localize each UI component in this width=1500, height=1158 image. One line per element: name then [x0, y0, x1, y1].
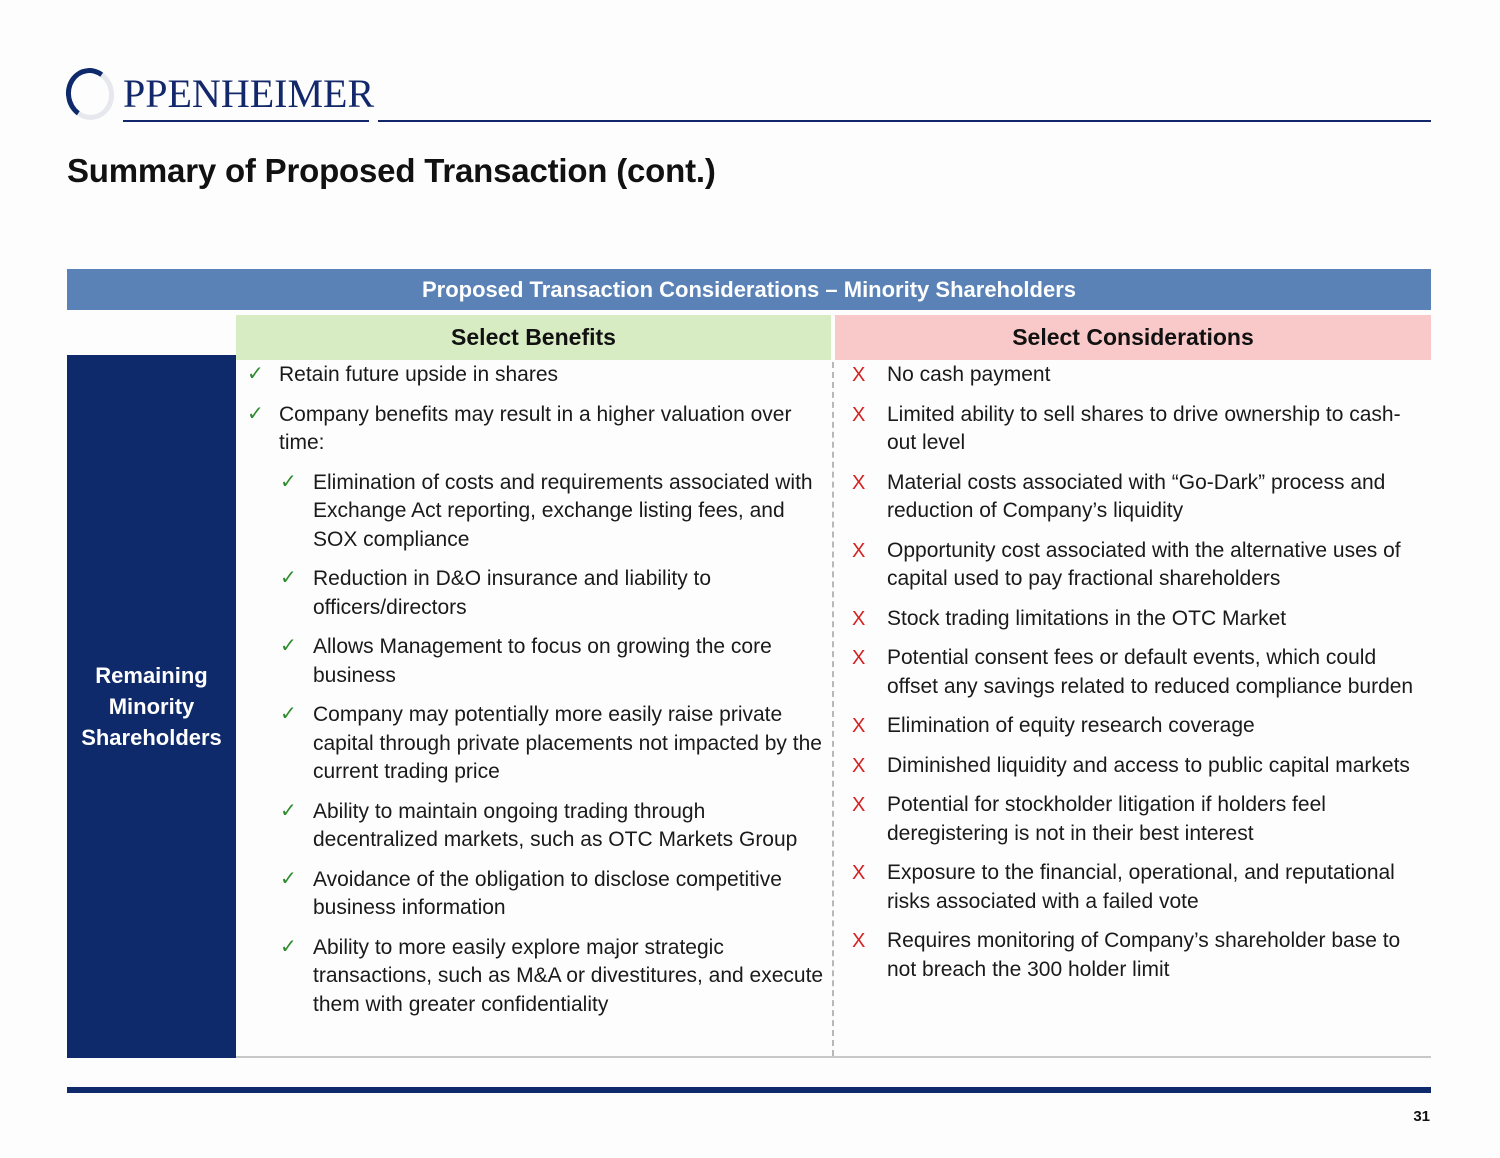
x-mark-icon: X	[852, 715, 866, 737]
benefit-subitem	[247, 866, 827, 923]
benefit-item	[247, 401, 827, 458]
page-title: Summary of Proposed Transaction (cont.)	[67, 152, 716, 189]
consideration-text: Potential for stockholder litigation if holders feel deregistering is not in their best interest	[887, 793, 1326, 845]
consideration-item	[852, 791, 1422, 848]
benefit-text: Retain future upside in shares	[279, 363, 558, 386]
checkmark-icon: ✓	[247, 402, 264, 425]
checkmark-icon: ✓	[247, 363, 264, 385]
benefit-subitem	[247, 934, 827, 1020]
benefit-text: Company benefits may result in a higher valuation over time:	[279, 402, 792, 454]
checkmark-icon: ✓	[280, 867, 297, 890]
header-rule	[378, 120, 1431, 122]
consideration-text: Stock trading limitations in the OTC Market	[887, 606, 1287, 630]
row-label-text: Remaining Minority Shareholders	[81, 663, 222, 750]
benefit-subitem	[247, 798, 827, 855]
consideration-item	[852, 401, 1422, 458]
consideration-text: Diminished liquidity and access to public capital markets	[887, 753, 1410, 777]
x-mark-icon: X	[852, 647, 866, 669]
consideration-text: Potential consent fees or default events, which could offset any savings related to reduced compliance burden	[887, 646, 1414, 698]
consideration-text: Material costs associated with “Go-Dark” process and reduction of Company’s liquidity	[887, 470, 1386, 522]
footer-rule	[67, 1087, 1431, 1093]
row-label	[67, 355, 236, 1058]
checkmark-icon: ✓	[280, 799, 297, 822]
oppenheimer-logo	[66, 66, 376, 126]
considerations-list	[852, 361, 1422, 995]
benefit-subitem	[247, 565, 827, 622]
checkmark-icon: ✓	[280, 470, 297, 493]
table-banner: Proposed Transaction Considerations – Minority Shareholders	[67, 269, 1431, 310]
benefit-text: Ability to maintain ongoing trading through decentralized markets, such as OTC Markets Group	[313, 799, 798, 851]
benefits-header: Select Benefits	[236, 315, 831, 360]
benefit-text: Reduction in D&O insurance and liability to officers/directors	[313, 567, 712, 619]
x-mark-icon: X	[852, 754, 866, 777]
x-mark-icon: X	[852, 794, 866, 816]
logo-o-mark-icon	[62, 64, 118, 124]
consideration-item	[852, 859, 1422, 916]
consideration-item	[852, 752, 1422, 781]
logo-underline	[123, 120, 369, 122]
consideration-item	[852, 537, 1422, 594]
logo-text: PPENHEIMER	[123, 71, 375, 116]
checkmark-icon: ✓	[280, 635, 297, 657]
x-mark-icon: X	[852, 539, 866, 562]
benefit-subitem	[247, 633, 827, 690]
benefit-text: Company may potentially more easily raise private capital through private placements not impacted by the current trading price	[313, 703, 822, 783]
consideration-text: Opportunity cost associated with the alternative uses of capital used to pay fractional shareholders	[887, 538, 1401, 590]
checkmark-icon: ✓	[280, 567, 297, 589]
column-divider	[832, 362, 834, 1056]
x-mark-icon: X	[852, 930, 866, 952]
benefit-subitem	[247, 469, 827, 555]
consideration-item	[852, 712, 1422, 741]
consideration-item	[852, 361, 1422, 390]
x-mark-icon: X	[852, 471, 866, 494]
consideration-text: No cash payment	[887, 363, 1051, 386]
x-mark-icon: X	[852, 862, 866, 884]
benefit-subitem	[247, 701, 827, 787]
benefit-text: Avoidance of the obligation to disclose competitive business information	[313, 867, 782, 919]
checkmark-icon: ✓	[280, 703, 297, 725]
x-mark-icon: X	[852, 607, 866, 630]
considerations-header: Select Considerations	[835, 315, 1431, 360]
consideration-text: Elimination of equity research coverage	[887, 714, 1255, 737]
consideration-item	[852, 927, 1422, 984]
consideration-item	[852, 644, 1422, 701]
x-mark-icon: X	[852, 403, 866, 426]
consideration-item	[852, 469, 1422, 526]
consideration-text: Requires monitoring of Company’s shareholder base to not breach the 300 holder limit	[887, 929, 1401, 981]
table-bottom-rule	[236, 1056, 1431, 1058]
benefit-text: Allows Management to focus on growing the core business	[313, 635, 772, 687]
benefit-text: Elimination of costs and requirements associated with Exchange Act reporting, exchange listing fees, and SOX compliance	[313, 470, 813, 551]
benefit-item	[247, 361, 827, 390]
consideration-text: Exposure to the financial, operational, and reputational risks associated with a failed vote	[887, 861, 1395, 913]
benefits-list	[247, 361, 827, 1030]
page-number: 31	[1413, 1108, 1430, 1125]
checkmark-icon: ✓	[280, 935, 297, 958]
x-mark-icon: X	[852, 364, 866, 386]
consideration-item	[852, 605, 1422, 634]
benefit-text: Ability to more easily explore major strategic transactions, such as M&A or divestitures, and execute them with greater confidentiality	[313, 935, 824, 1016]
consideration-text: Limited ability to sell shares to drive ownership to cash-out level	[887, 402, 1401, 454]
